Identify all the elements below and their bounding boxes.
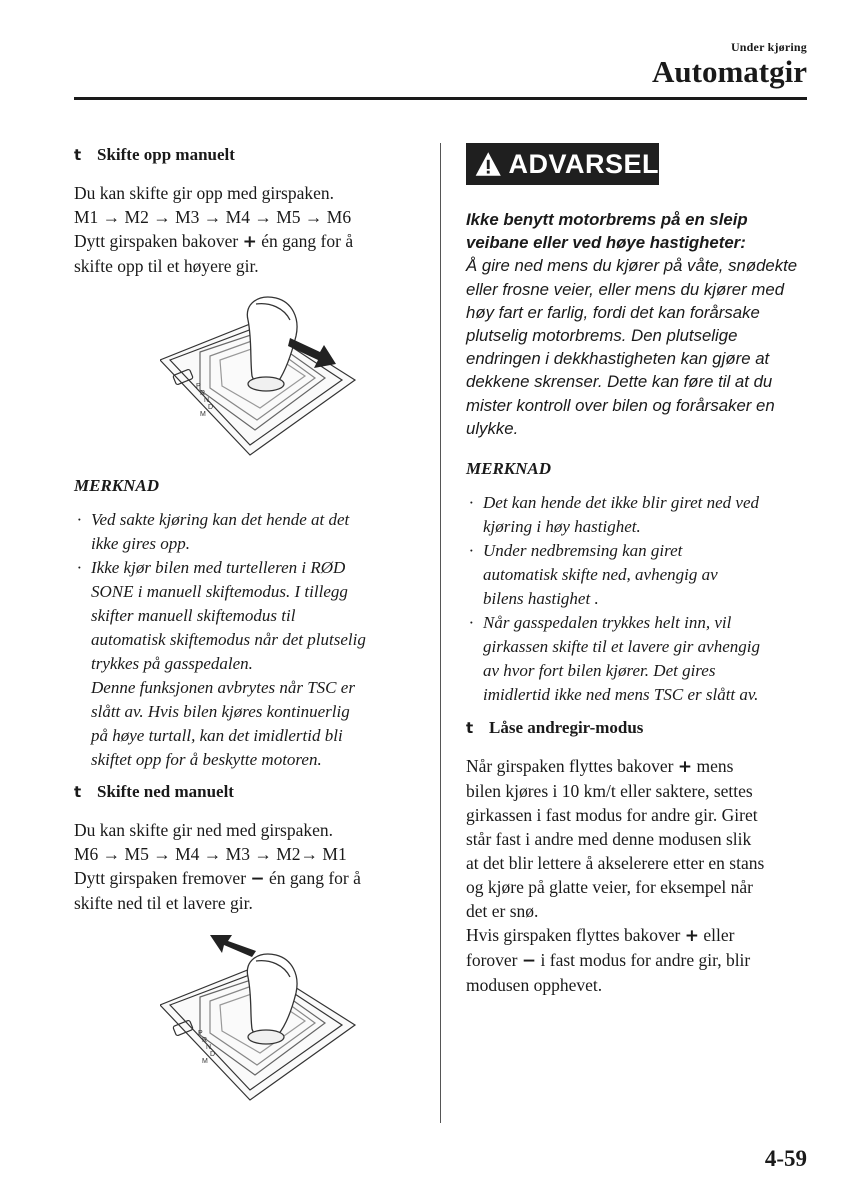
warning-text <box>466 208 816 440</box>
gear-letter: R <box>200 390 206 397</box>
gear-letter: D <box>208 404 214 411</box>
warning-body-line: eller frosne veier, eller mens du kjører med <box>466 279 785 299</box>
column-divider <box>440 143 441 1123</box>
text-line: Du kan skifte gir ned med girspaken. <box>74 820 334 840</box>
gear-letter: N <box>204 397 210 404</box>
heading-text: Låse andregir-modus <box>489 718 644 737</box>
heading-text: Skifte opp manuelt <box>97 145 235 164</box>
note-list <box>74 508 366 772</box>
text-line: M6 → M5 → M4 → M3 → M2→ M1 <box>74 844 347 864</box>
minus-symbol: − <box>521 951 537 971</box>
text-line: står fast i andre med denne modusen slik <box>466 829 752 849</box>
warning-body-line: endringen i dekkhastigheten kan gjøre at <box>466 349 770 369</box>
page-number: 4-59 <box>764 1146 807 1171</box>
heading-shift-down <box>74 782 234 802</box>
heading-bullet: t <box>74 146 82 164</box>
paragraph-shift-down <box>74 818 361 915</box>
text-line: bilen kjøres i 10 km/t eller saktere, settes <box>466 781 753 801</box>
text-line: skifte ned til et lavere gir. <box>74 893 253 913</box>
plus-symbol: + <box>677 757 693 777</box>
text-line: girkassen i fast modus for andre gir. Giret <box>466 805 758 825</box>
heading-second-gear-lock <box>466 718 643 738</box>
arrow-icon <box>210 935 256 957</box>
page-title: Automatgir <box>652 54 807 89</box>
gear-shifter-figure-down <box>160 935 360 1105</box>
text-line: forover − i fast modus for andre gir, blir <box>466 950 751 971</box>
text-line: Når girspaken flyttes bakover + mens <box>466 756 734 777</box>
text-line: Dytt girspaken bakover + én gang for å <box>74 231 354 252</box>
heading-bullet: t <box>74 783 82 801</box>
warning-title-line: Ikke benytt motorbrems på en sleip <box>466 210 748 229</box>
text-line: modusen opphevet. <box>466 975 603 995</box>
gear-letter: P <box>196 383 201 390</box>
gear-shifter-figure-up <box>160 290 360 460</box>
plus-symbol: + <box>242 232 257 252</box>
heading-shift-up <box>74 145 235 165</box>
warning-body-line: dekkene skrenser. Dette kan føre til at du <box>466 372 773 392</box>
warning-body-line: høy fart er farlig, fordi det kan forårsake <box>466 302 760 322</box>
header-rule <box>74 97 807 100</box>
gear-letter: D <box>210 1051 216 1058</box>
warning-body-line: ulykke. <box>466 418 519 438</box>
warning-body-line: Å gire ned mens du kjører på våte, snødekte <box>466 256 798 276</box>
plus-symbol: + <box>684 926 699 946</box>
note-item: · Det kan hende det ikke blir giret ned ved kjøring i høy hastighet. <box>469 493 759 536</box>
heading-bullet: t <box>466 719 474 737</box>
note-list <box>466 491 760 707</box>
note-item: · Under nedbremsing kan giret automatisk skifte ned, avhengig av bilens hastighet . <box>469 541 718 608</box>
warning-body-line: mister kontroll over bilen og forårsaker en <box>466 395 775 415</box>
note-title: MERKNAD <box>466 459 552 478</box>
text-line: at det blir lettere å akselerere etter en stans <box>466 853 765 873</box>
warning-banner <box>466 143 659 185</box>
gear-letter: N <box>206 1044 212 1051</box>
text-line: det er snø. <box>466 901 539 921</box>
note-title: MERKNAD <box>74 476 160 495</box>
minus-symbol: − <box>250 869 265 889</box>
text-line: Du kan skifte gir opp med girspaken. <box>74 183 335 203</box>
text-line: skifte opp til et høyere gir. <box>74 256 259 276</box>
gear-letter: M <box>202 1058 208 1065</box>
gear-letter: P <box>198 1030 203 1037</box>
note-item: · Ikke kjør bilen med turtelleren i RØD SONE i manuell skiftemodus. I tillegg skifter manuell skiftemodus til automatisk skiftemodus når det plutselig trykkes på gasspedalen. Denne funksjonen avbrytes når TSC er slått av. Hvis bilen kjøres kontinuerlig på høye turtall, kan det imidlertid bli skiftet opp for å beskytte motoren. <box>77 558 366 769</box>
warning-body-line: plutselig motorbrems. Den plutselige <box>466 326 738 346</box>
warning-label: ADVARSEL <box>508 148 659 179</box>
text-line: Dytt girspaken fremover − én gang for å <box>74 868 361 889</box>
note-item: · Når gasspedalen trykkes helt inn, vil girkassen skifte til et lavere gir avhengig av hvor fort bilen kjører. Det gires imidlertid ikke ned mens TSC er slått av. <box>469 613 760 704</box>
heading-text: Skifte ned manuelt <box>97 782 234 801</box>
gear-letter: M <box>200 411 206 418</box>
warning-title-line: veibane eller ved høye hastigheter: <box>466 233 746 253</box>
paragraph-second-gear-lock <box>466 754 764 997</box>
text-line: Hvis girspaken flyttes bakover + eller <box>466 925 735 946</box>
text-line: M1 → M2 → M3 → M4 → M5 → M6 <box>74 207 352 227</box>
text-line: og kjøre på glatte veier, for eksempel når <box>466 877 753 897</box>
warning-triangle-icon <box>474 148 502 180</box>
paragraph-shift-up <box>74 181 353 278</box>
section-label: Under kjøring <box>730 40 807 54</box>
note-item: · Ved sakte kjøring kan det hende at det ikke gires opp. <box>77 510 350 553</box>
gear-letter: R <box>202 1037 208 1044</box>
